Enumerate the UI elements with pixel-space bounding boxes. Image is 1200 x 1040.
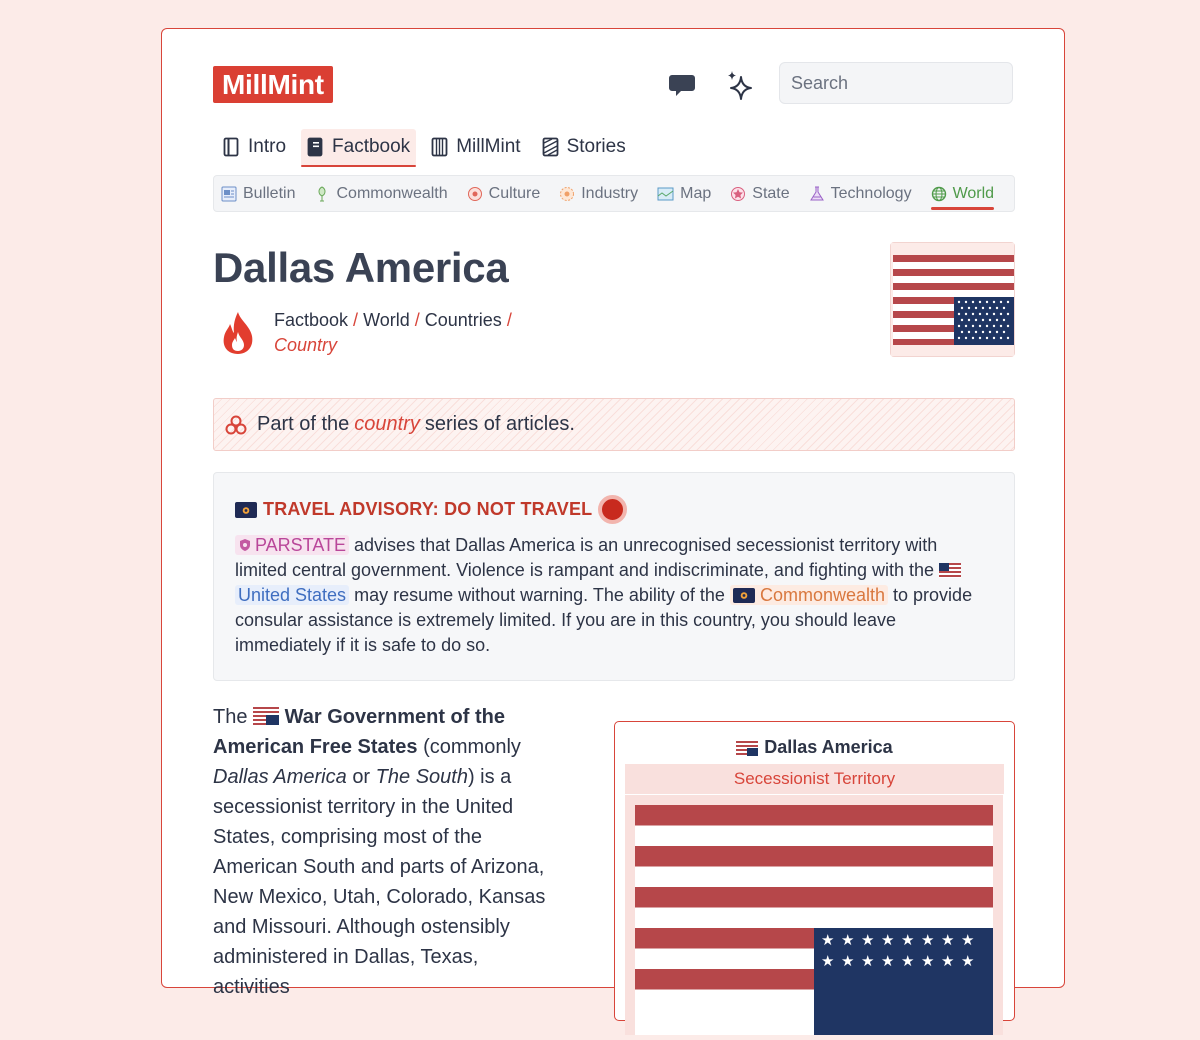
- svg-text:★: ★: [821, 931, 835, 949]
- series-link[interactable]: country: [354, 413, 420, 435]
- sparkles-icon[interactable]: [725, 69, 755, 99]
- svg-text:★: ★: [921, 931, 935, 949]
- main-card: [161, 28, 1065, 998]
- tab-label: Stories: [566, 136, 626, 157]
- svg-text:★: ★: [881, 952, 895, 970]
- breadcrumb-world[interactable]: World: [363, 310, 410, 330]
- parstate-link[interactable]: PARSTATE: [235, 535, 349, 555]
- advisory-text: PARSTATE advises that Dallas America is an unrecognised secessionist territory with limited central government. Violence is rampant and indiscriminate, and fighting with the United States may resume without warning. The ability of the Commonwealth to provide consular assistance is extremely limited. If you are in this country, you should leave immediately if it is safe to do so.: [235, 535, 973, 655]
- parstate-icon: [238, 538, 252, 552]
- lead-paragraph: The War Government of the American Free States (commonly Dallas America or The South) is a secessionist territory in the United States, comprising most of the American South and parts of Arizona, New Mexico, Utah, Colorado, Kansas and Missouri. Although ostensibly administered in Dallas, Texas, activities: [213, 706, 546, 998]
- infobox: [614, 721, 1015, 1021]
- svg-text:★: ★: [961, 931, 975, 949]
- us-flag-icon: [939, 560, 961, 575]
- subnav-item-commonwealth[interactable]: Commonwealth: [314, 185, 447, 203]
- svg-text:★: ★: [821, 952, 835, 970]
- subnav-item-map[interactable]: Map: [657, 185, 711, 203]
- commonwealth-flag-icon: [733, 585, 755, 600]
- state-icon: [730, 186, 746, 202]
- united-states-link[interactable]: United States: [235, 585, 349, 605]
- svg-text:★: ★: [861, 931, 875, 949]
- commonwealth-flag-icon: [235, 502, 257, 517]
- book-icon: [542, 137, 559, 157]
- tab-factbook[interactable]: [301, 129, 416, 165]
- tab-millmint[interactable]: [425, 129, 526, 165]
- svg-text:★: ★: [861, 952, 875, 970]
- infobox-subtitle: Secessionist Territory: [625, 764, 1004, 794]
- svg-text:★: ★: [901, 931, 915, 949]
- dallas-flag-icon: [736, 740, 758, 755]
- breadcrumb-current[interactable]: Country: [274, 335, 338, 355]
- book-icon: [307, 137, 324, 157]
- section-subnav: [213, 175, 1015, 212]
- map-icon: [657, 186, 674, 202]
- svg-text:★: ★: [841, 931, 855, 949]
- search-input[interactable]: [779, 62, 1013, 104]
- triquetra-icon: [225, 415, 247, 435]
- book-icon: [223, 137, 240, 157]
- tab-label: MillMint: [456, 136, 521, 157]
- industry-icon: [559, 186, 575, 202]
- status-dot: [598, 495, 627, 524]
- page-title: Dallas America: [213, 244, 509, 291]
- official-name: War Government of the American Free States: [213, 706, 505, 758]
- tab-stories[interactable]: [536, 129, 632, 165]
- subnav-item-bulletin[interactable]: Bulletin: [221, 185, 295, 203]
- commonwealth-icon: [314, 186, 330, 202]
- infobox-flag[interactable]: [625, 795, 1003, 1035]
- technology-icon: [809, 186, 825, 202]
- subnav-item-technology[interactable]: Technology: [809, 185, 912, 203]
- book-icon: [431, 137, 448, 157]
- svg-text:★: ★: [941, 931, 955, 949]
- breadcrumb-factbook[interactable]: Factbook: [274, 310, 349, 330]
- svg-text:★: ★: [881, 931, 895, 949]
- dallas-flag-icon: [253, 704, 279, 722]
- breadcrumb: Factbook / World / Countries / Country: [274, 310, 512, 355]
- commonwealth-link[interactable]: Commonwealth: [730, 585, 888, 605]
- subnav-item-state[interactable]: State: [730, 185, 789, 203]
- flag-thumbnail[interactable]: [890, 242, 1015, 357]
- travel-advisory: [213, 472, 1015, 681]
- bulletin-icon: [221, 186, 237, 202]
- globe-icon: [931, 186, 947, 202]
- culture-icon: [467, 186, 483, 202]
- advisory-heading: TRAVEL ADVISORY: DO NOT TRAVEL: [263, 499, 593, 519]
- svg-text:★: ★: [841, 952, 855, 970]
- tab-label: Factbook: [332, 136, 411, 157]
- subnav-item-culture[interactable]: Culture: [467, 185, 541, 203]
- tab-label: Intro: [248, 136, 287, 157]
- main-tabs: [217, 129, 641, 165]
- series-banner: Part of the country series of articles.: [213, 398, 1015, 451]
- chat-icon[interactable]: [667, 69, 697, 99]
- subnav-item-world[interactable]: World: [931, 185, 995, 203]
- site-logo[interactable]: MillMint: [213, 66, 333, 103]
- svg-text:★: ★: [961, 952, 975, 970]
- tab-intro[interactable]: [217, 129, 292, 165]
- infobox-title: Dallas America: [615, 737, 1014, 758]
- svg-text:★: ★: [901, 952, 915, 970]
- fire-icon: [220, 310, 256, 361]
- subnav-item-industry[interactable]: Industry: [559, 185, 638, 203]
- breadcrumb-countries[interactable]: Countries: [424, 310, 502, 330]
- svg-text:★: ★: [941, 952, 955, 970]
- svg-text:★: ★: [921, 952, 935, 970]
